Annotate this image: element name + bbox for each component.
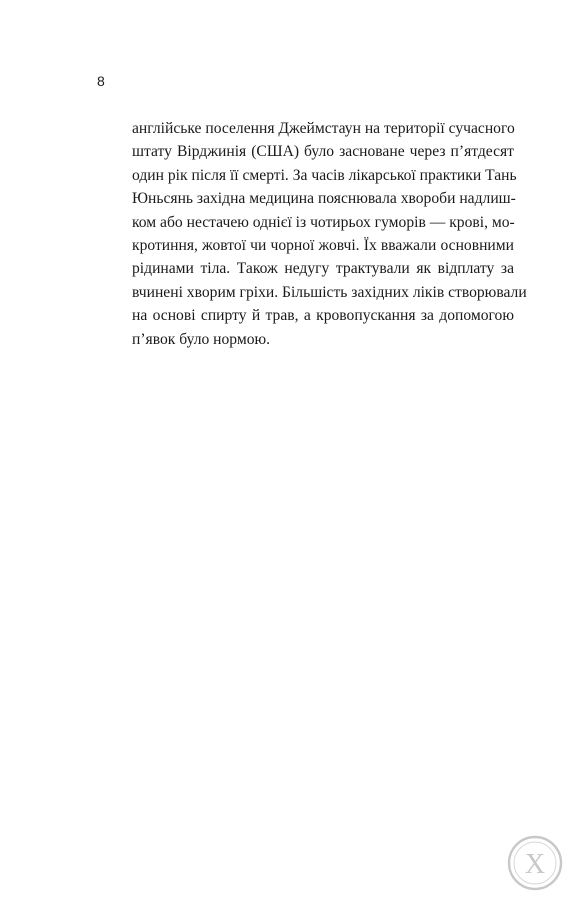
- text-line: кротиння, жовтої чи чорної жовчі. Їх вважали основними: [132, 237, 514, 255]
- text-line: один рік після її смерті. За часів лікарської практики Тань: [132, 166, 517, 184]
- text-line: Юньсянь західна медицина пояснювала хвороби надлиш-: [132, 190, 516, 208]
- text-line: п’явок було нормою.: [132, 330, 271, 348]
- page-number: 8: [97, 73, 105, 89]
- watermark-logo-icon: [506, 834, 564, 892]
- text-line: вчинені хворим гріхи. Більшість західних ліків створювали: [132, 283, 527, 301]
- text-line: рідинами тіла. Також недугу трактували як відплату за: [132, 260, 514, 278]
- text-line: на основі спирту й трав, а кровопускання за допомогою: [132, 307, 514, 325]
- watermark-letter: X: [524, 849, 546, 880]
- text-line: англійське поселення Джеймстаун на території сучасного: [132, 120, 515, 137]
- text-line: ком або нестачею однієї із чотирьох гуморів — крові, мо-: [132, 213, 515, 231]
- text-line: штату Вірджинія (США) було засноване через п’ятдесят: [132, 143, 514, 161]
- body-paragraph: [132, 117, 527, 351]
